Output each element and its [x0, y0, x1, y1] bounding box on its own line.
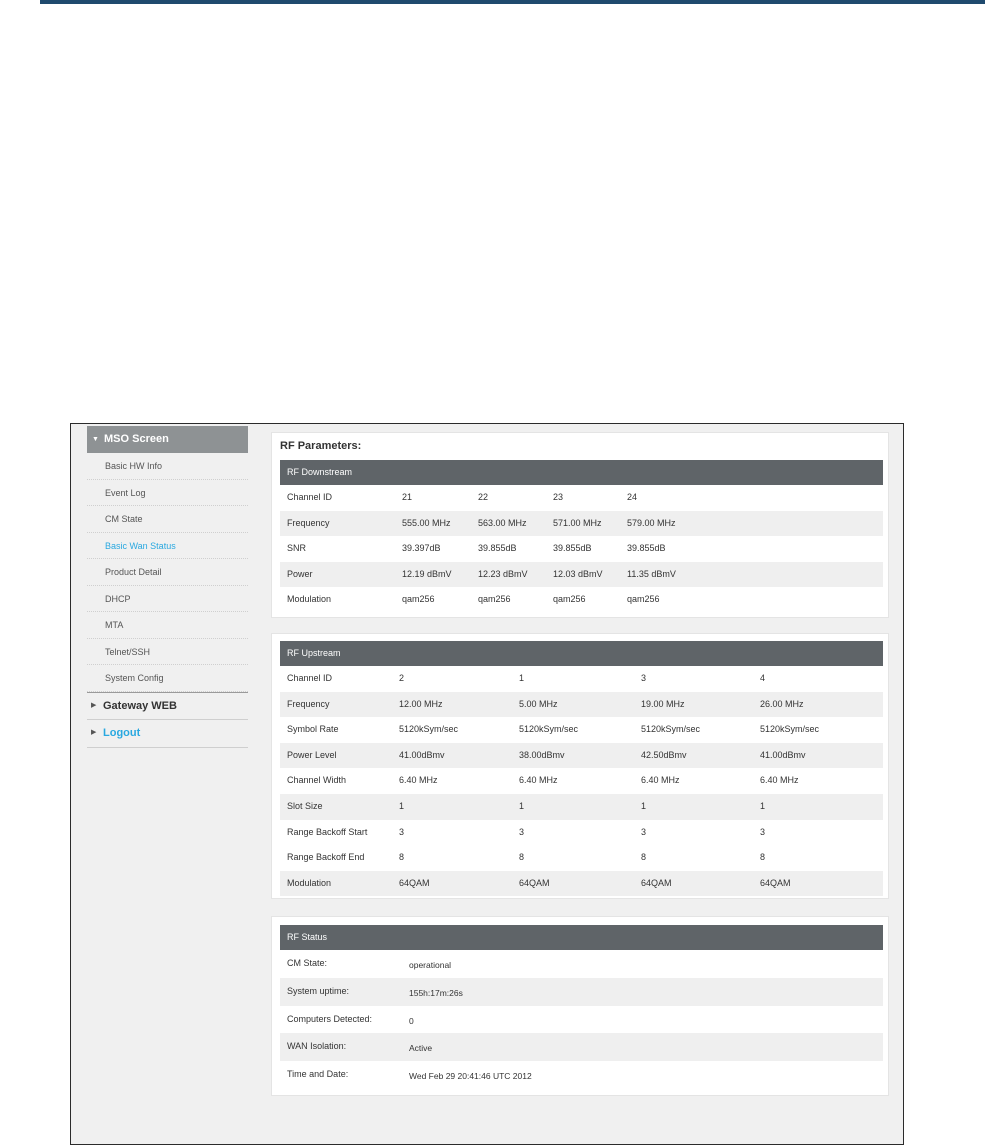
- table-cell: 21: [402, 492, 413, 502]
- table-cell: 8: [519, 852, 525, 863]
- row-label: CM State:: [287, 958, 328, 968]
- sidebar-item-logout[interactable]: [87, 720, 248, 748]
- table-row: [280, 845, 883, 871]
- table-row: [280, 485, 883, 511]
- table-cell: 563.00 MHz: [478, 517, 527, 528]
- row-label: Range Backoff Start: [287, 826, 368, 837]
- table-row: [280, 536, 883, 562]
- sidebar-item-cm-state[interactable]: CM State: [87, 506, 248, 533]
- sidebar-section-mso-screen[interactable]: [87, 426, 248, 453]
- table-cell: 12.03 dBmV: [553, 568, 603, 579]
- table-cell: 555.00 MHz: [402, 517, 451, 528]
- table-cell: 571.00 MHz: [553, 517, 602, 528]
- sidebar-item-gateway-web[interactable]: [87, 692, 248, 720]
- table-cell: 1: [519, 673, 525, 683]
- rf-upstream-header: RF Upstream: [280, 641, 883, 666]
- table-cell: 579.00 MHz: [627, 517, 676, 528]
- table-cell: 42.50dBmv: [641, 749, 687, 760]
- table-cell: 23: [553, 492, 564, 502]
- table-cell: 26.00 MHz: [760, 698, 804, 709]
- table-row: [280, 794, 883, 820]
- table-cell: 6.40 MHz: [760, 775, 799, 786]
- sidebar-item-system-config[interactable]: System Config: [87, 665, 248, 692]
- row-label: Symbol Rate: [287, 724, 339, 735]
- row-label: Range Backoff End: [287, 852, 365, 863]
- table-cell: 8: [641, 852, 647, 863]
- table-cell: 5120kSym/sec: [399, 724, 459, 735]
- table-cell: 2: [399, 673, 405, 683]
- table-cell: 24: [627, 492, 638, 502]
- table-cell: 3: [399, 826, 405, 837]
- table-row: [280, 871, 883, 897]
- document-header-rule: [40, 0, 985, 4]
- table-cell: qam256: [627, 594, 660, 605]
- table-cell: qam256: [553, 594, 586, 605]
- row-label: Computers Detected:: [287, 1013, 373, 1024]
- table-cell: 64QAM: [641, 877, 672, 888]
- table-cell: 6.40 MHz: [641, 775, 680, 786]
- row-label: Slot Size: [287, 801, 323, 811]
- table-cell: 12.23 dBmV: [478, 568, 528, 579]
- table-cell: 6.40 MHz: [399, 775, 438, 786]
- table-cell: 8: [760, 852, 766, 863]
- table-cell: 3: [641, 826, 647, 837]
- status-value: 0: [409, 1015, 414, 1026]
- table-cell: 8: [399, 852, 405, 863]
- row-label: WAN Isolation:: [287, 1041, 347, 1052]
- table-row: [280, 587, 883, 613]
- row-label: Channel ID: [287, 492, 333, 502]
- row-label: Power Level: [287, 749, 337, 760]
- table-cell: 39.397dB: [402, 543, 441, 554]
- sidebar-item-mta[interactable]: MTA: [87, 612, 248, 639]
- status-value: Wed Feb 29 20:41:46 UTC 2012: [409, 1071, 532, 1082]
- row-label: Channel Width: [287, 775, 347, 786]
- sidebar-item-label: Logout: [103, 727, 141, 739]
- sidebar-item-product-detail[interactable]: Product Detail: [87, 559, 248, 586]
- table-cell: 1: [760, 801, 766, 811]
- table-row: [280, 666, 883, 692]
- table-cell: 4: [760, 673, 766, 683]
- table-row: [280, 743, 883, 769]
- rf-upstream-panel: [271, 633, 889, 899]
- sidebar-nav: [87, 426, 248, 748]
- table-cell: 41.00dBmv: [399, 749, 445, 760]
- sidebar-item-dhcp[interactable]: DHCP: [87, 586, 248, 613]
- row-label: Modulation: [287, 594, 332, 605]
- table-cell: 12.19 dBmV: [402, 568, 452, 579]
- table-cell: 5120kSym/sec: [519, 724, 579, 735]
- table-cell: 3: [760, 826, 766, 837]
- sidebar-item-telnet-ssh[interactable]: Telnet/SSH: [87, 639, 248, 666]
- table-cell: 5120kSym/sec: [641, 724, 701, 735]
- table-row: [280, 1033, 883, 1061]
- table-cell: 1: [399, 801, 405, 811]
- table-row: [280, 717, 883, 743]
- table-cell: 1: [519, 801, 525, 811]
- rf-downstream-header: RF Downstream: [280, 460, 883, 485]
- table-row: [280, 768, 883, 794]
- table-cell: 38.00dBmv: [519, 749, 565, 760]
- table-cell: 5120kSym/sec: [760, 724, 820, 735]
- table-cell: 12.00 MHz: [399, 698, 443, 709]
- status-value: Active: [409, 1043, 433, 1054]
- screenshot-frame: [70, 423, 904, 1145]
- table-cell: 39.855dB: [627, 543, 666, 554]
- row-label: Frequency: [287, 517, 330, 528]
- table-cell: 19.00 MHz: [641, 698, 685, 709]
- table-cell: 64QAM: [760, 877, 791, 888]
- caret-right-icon: ▶: [91, 701, 97, 709]
- table-cell: 39.855dB: [478, 543, 517, 554]
- sidebar-section-label: MSO Screen: [104, 433, 169, 445]
- table-cell: 1: [641, 801, 647, 811]
- table-cell: 3: [519, 826, 525, 837]
- row-label: Time and Date:: [287, 1069, 349, 1080]
- table-cell: 3: [641, 673, 647, 683]
- table-cell: 22: [478, 492, 489, 502]
- sidebar-item-label: Gateway WEB: [103, 699, 177, 712]
- table-row: [280, 511, 883, 537]
- row-label: SNR: [287, 543, 307, 554]
- page-title: RF Parameters:: [280, 440, 362, 452]
- caret-down-icon: ▼: [92, 436, 99, 443]
- rf-status-panel: [271, 916, 889, 1096]
- status-value: 155h:17m:26s: [409, 987, 463, 998]
- table-cell: qam256: [478, 594, 511, 605]
- table-row: [280, 1061, 883, 1089]
- rf-downstream-panel: [271, 432, 889, 618]
- table-cell: 64QAM: [399, 877, 430, 888]
- table-cell: 6.40 MHz: [519, 775, 558, 786]
- sidebar-item-event-log[interactable]: Event Log: [87, 480, 248, 507]
- row-label: System uptime:: [287, 985, 350, 996]
- status-value: operational: [409, 960, 452, 970]
- table-cell: 11.35 dBmV: [627, 568, 676, 579]
- table-row: [280, 950, 883, 978]
- row-label: Frequency: [287, 698, 330, 709]
- table-cell: 39.855dB: [553, 543, 592, 554]
- table-cell: qam256: [402, 594, 435, 605]
- sidebar-item-basic-hw-info[interactable]: Basic HW Info: [87, 453, 248, 480]
- row-label: Modulation: [287, 877, 332, 888]
- table-row: [280, 692, 883, 718]
- table-cell: 41.00dBmv: [760, 749, 806, 760]
- row-label: Power: [287, 568, 313, 579]
- table-row: [280, 562, 883, 588]
- rf-status-header: RF Status: [280, 925, 883, 950]
- table-row: [280, 820, 883, 846]
- table-cell: 5.00 MHz: [519, 698, 558, 709]
- table-row: [280, 978, 883, 1006]
- caret-right-icon: ▶: [91, 729, 97, 736]
- table-row: [280, 1006, 883, 1034]
- row-label: Channel ID: [287, 673, 333, 683]
- sidebar-item-basic-wan-status[interactable]: Basic Wan Status: [87, 533, 248, 560]
- table-cell: 64QAM: [519, 877, 550, 888]
